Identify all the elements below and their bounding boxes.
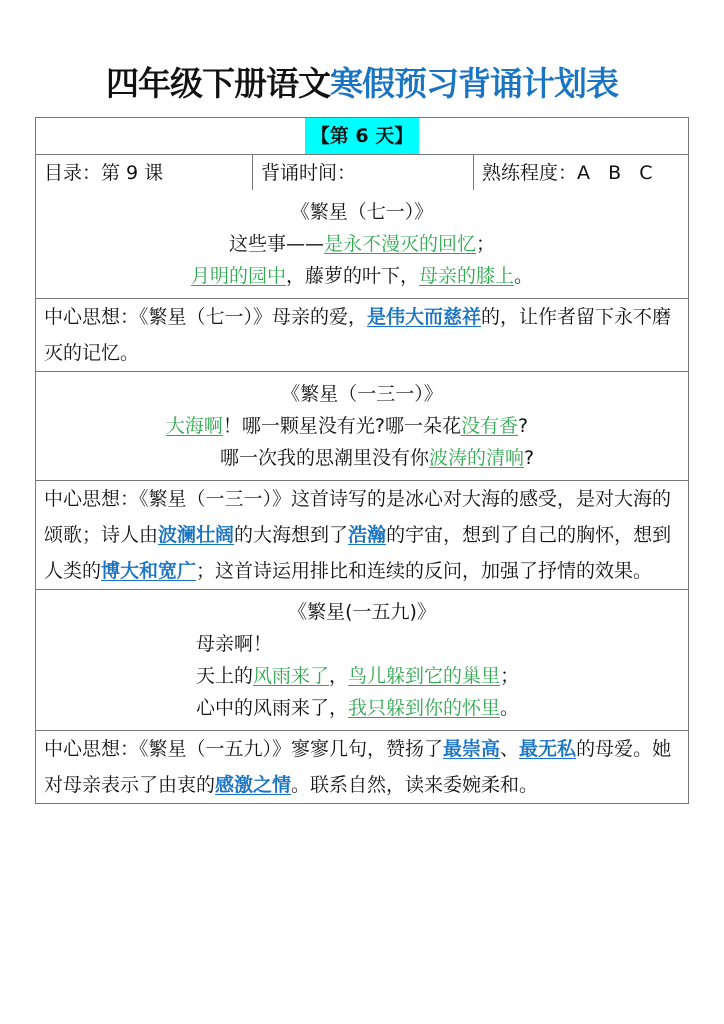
highlight-text: 鸟儿躲到它的巢里 [348, 665, 501, 687]
key-phrase: 波澜壮阔 [158, 524, 235, 546]
poem-text: ； [500, 665, 520, 687]
poem-line [36, 692, 688, 724]
poem-text: ！哪一颗星没有光?哪一朵花 [222, 415, 461, 437]
key-phrase: 博大和宽广 [101, 560, 197, 582]
key-phrase: 最无私 [519, 738, 577, 760]
day-label: 【第 6 天】 [305, 118, 419, 154]
summary-text: 中心思想：《繁星（七一）》母亲的爱， [44, 306, 368, 328]
highlight-text: 风雨来了 [253, 665, 330, 687]
poem-cell [36, 190, 688, 298]
summary-text: 中心思想：《繁星（一五九）》寥寥几句，赞扬了 [44, 738, 444, 760]
poem-line [36, 442, 688, 474]
highlight-text: 月明的园中 [190, 265, 286, 287]
poem-text: ? [523, 447, 535, 469]
poem-line [36, 228, 688, 260]
poem-text: 。 [500, 697, 520, 719]
page-title [0, 58, 724, 105]
poem-text: ，藤萝的叶下， [285, 265, 419, 287]
central-idea-cell [36, 298, 688, 371]
central-idea-cell [36, 730, 688, 803]
poem-text: 。 [514, 265, 534, 287]
summary-text: 中心思想：《繁星（一三一）》这首诗写的是冰心对大海的感受，是对大海的颂歌；诗人由 [44, 488, 672, 546]
title-black: 四年级下册语文 [106, 64, 330, 103]
poem-text: 《繁星（一三一）》 [281, 383, 443, 405]
poem-text: 天上的 [196, 665, 254, 687]
poem-text: ； [476, 233, 496, 255]
poem-cell [36, 371, 688, 480]
proficiency-cell: 熟练程度：A B C [473, 155, 688, 190]
key-phrase: 感激之情 [215, 774, 292, 796]
summary-text: 、 [500, 738, 520, 760]
poem-text: 哪一次我的思潮里没有你 [219, 447, 429, 469]
summary-text: 的大海想到了 [234, 524, 349, 546]
key-phrase: 是伟大而慈祥 [367, 306, 482, 328]
plan-table [35, 117, 689, 804]
highlight-text: 没有香 [461, 415, 519, 437]
summary-text: 的母爱。她对母亲表示了由衷的 [44, 738, 672, 796]
summary-text: ；这首诗运用排比和连续的反问，加强了抒情的效果。 [196, 560, 653, 582]
poem-line [36, 410, 688, 442]
poem-line [36, 596, 688, 628]
poem-text: 《繁星（七一）》 [290, 201, 434, 223]
title-blue: 寒假预习背诵计划表 [330, 64, 618, 103]
summary-text: 的，让作者留下永不磨灭的记忆。 [44, 306, 672, 364]
poem-line [36, 628, 688, 660]
poem-text: 这些事—— [228, 233, 324, 255]
highlight-text: 是永不漫灭的回忆 [323, 233, 476, 255]
info-row [36, 154, 688, 190]
poem-text: ， [329, 665, 349, 687]
poem-cell [36, 589, 688, 730]
highlight-text: 波涛的清响 [428, 447, 524, 469]
poem-line [36, 378, 688, 410]
catalog-cell: 目录：第 9 课 [44, 162, 164, 184]
key-phrase: 浩瀚 [348, 524, 387, 546]
recite-time-cell: 背诵时间： [252, 155, 473, 190]
key-phrase: 最崇高 [443, 738, 501, 760]
day-row [36, 118, 688, 154]
poem-text: 《繁星(一五九)》 [288, 601, 436, 623]
highlight-text: 母亲的膝上 [419, 265, 515, 287]
summary-text: 。联系自然，读来委婉柔和。 [291, 774, 539, 796]
poem-line [36, 660, 688, 692]
highlight-text: 大海啊 [165, 415, 223, 437]
central-idea-cell [36, 480, 688, 589]
poem-text: 母亲啊！ [196, 633, 273, 655]
poem-text: ? [518, 415, 529, 437]
poem-text: 心中的风雨来了， [196, 697, 349, 719]
summary-text: 的宇宙，想到了自己的胸怀，想到人类的 [44, 524, 672, 582]
poem-line [36, 196, 688, 228]
poem-line [36, 260, 688, 292]
highlight-text: 我只躲到你的怀里 [348, 697, 501, 719]
